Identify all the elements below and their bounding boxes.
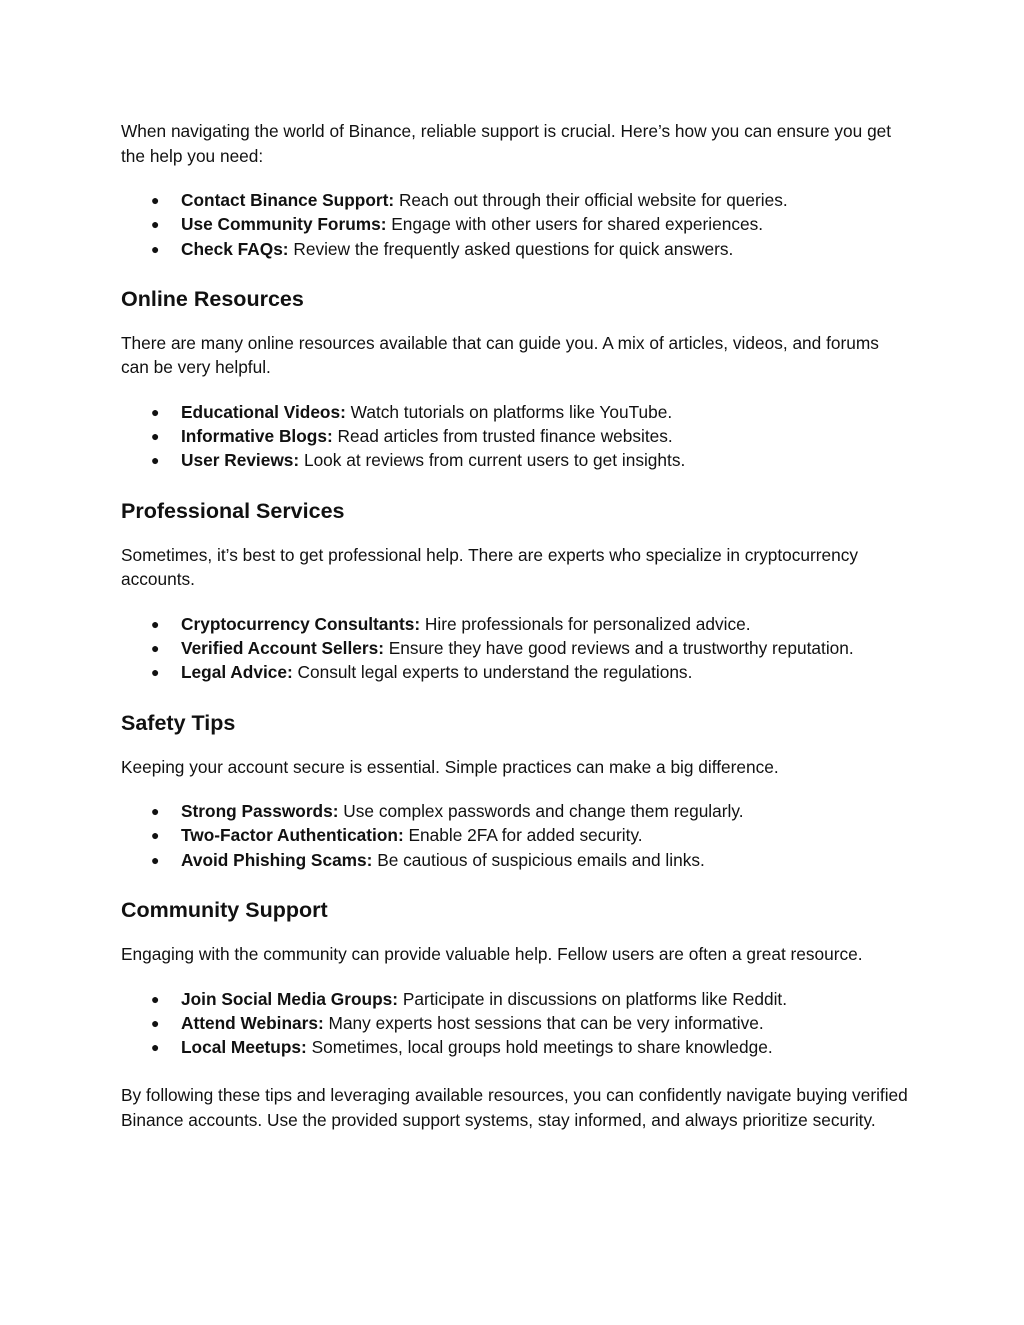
section-list bbox=[121, 799, 911, 872]
list-item bbox=[121, 799, 911, 823]
list-item bbox=[121, 987, 911, 1011]
list-item bbox=[121, 1035, 911, 1059]
list-item bbox=[121, 660, 911, 684]
section-paragraph: There are many online resources available that can guide you. A mix of articles, videos, and forums can be very helpful. bbox=[121, 332, 879, 378]
list-item-desc: Reach out through their official website for queries. bbox=[394, 190, 788, 210]
conclusion-paragraph: By following these tips and leveraging available resources, you can confidently navigate buying verified Binance accounts. Use the provided support systems, stay informed, and always prioritize security. bbox=[121, 1085, 908, 1130]
bullet-icon: ● bbox=[151, 240, 160, 257]
section-list bbox=[121, 987, 911, 1060]
bullet-icon: ● bbox=[151, 640, 160, 657]
list-item-desc: Read articles from trusted finance websites. bbox=[332, 426, 673, 447]
list-item bbox=[121, 823, 911, 847]
section-paragraph: Sometimes, it’s best to get professional help. There are experts who specialize in cryptocurrency accounts. bbox=[121, 544, 859, 590]
bullet-icon: ● bbox=[151, 990, 160, 1007]
bullet-icon: ● bbox=[151, 452, 160, 469]
list-item bbox=[121, 188, 911, 212]
section-list bbox=[121, 400, 911, 473]
list-item-term: User Reviews: bbox=[181, 450, 300, 471]
list-item-term: Join Social Media Groups: bbox=[181, 988, 399, 1009]
list-item-desc: Be cautious of suspicious emails and links. bbox=[372, 849, 705, 870]
section-heading-professional-services: Professional Services bbox=[121, 498, 345, 523]
section-paragraph: Engaging with the community can provide valuable help. Fellow users are often a great resource. bbox=[121, 944, 863, 965]
list-item-term: Local Meetups: bbox=[181, 1037, 307, 1058]
list-item bbox=[121, 636, 911, 660]
list-item-term: Check FAQs: bbox=[181, 238, 289, 259]
section-heading-safety-tips: Safety Tips bbox=[121, 710, 236, 735]
list-item-term: Two-Factor Authentication: bbox=[181, 825, 404, 846]
list-item bbox=[121, 424, 911, 448]
list-item-term: Contact Binance Support: bbox=[181, 190, 395, 210]
list-item-desc: Many experts host sessions that can be very informative. bbox=[323, 1012, 764, 1033]
document-page bbox=[121, 119, 911, 1132]
intro-paragraph: When navigating the world of Binance, reliable support is crucial. Here’s how you can ensure you get the help you need: bbox=[121, 121, 892, 166]
list-item bbox=[121, 612, 911, 636]
bullet-icon: ● bbox=[151, 615, 160, 632]
list-item-term: Avoid Phishing Scams: bbox=[181, 849, 373, 870]
list-item-desc: Watch tutorials on platforms like YouTube. bbox=[345, 401, 673, 422]
list-item-term: Educational Videos: bbox=[181, 401, 346, 422]
list-item-term: Legal Advice: bbox=[181, 662, 293, 683]
list-item bbox=[121, 448, 911, 472]
bullet-icon: ● bbox=[151, 664, 160, 681]
bullet-icon: ● bbox=[151, 403, 160, 420]
list-item-desc: Review the frequently asked questions for quick answers. bbox=[288, 238, 734, 259]
list-item-desc: Participate in discussions on platforms like Reddit. bbox=[398, 988, 788, 1009]
list-item-desc: Sometimes, local groups hold meetings to share knowledge. bbox=[306, 1037, 773, 1058]
list-item-term: Cryptocurrency Consultants: bbox=[181, 613, 421, 634]
list-item-desc: Engage with other users for shared experiences. bbox=[386, 214, 764, 235]
list-item-desc: Look at reviews from current users to get insights. bbox=[299, 450, 686, 471]
list-item-desc: Ensure they have good reviews and a trustworthy reputation. bbox=[383, 638, 854, 659]
list-item-term: Informative Blogs: bbox=[181, 426, 333, 447]
section-paragraph: Keeping your account secure is essential. Simple practices can make a big difference. bbox=[121, 756, 779, 777]
list-item-desc: Use complex passwords and change them regularly. bbox=[338, 801, 744, 822]
section-heading-online-resources: Online Resources bbox=[121, 286, 304, 311]
list-item bbox=[121, 400, 911, 424]
section-heading-community-support: Community Support bbox=[121, 898, 328, 923]
section-list bbox=[121, 612, 911, 685]
list-item-term: Verified Account Sellers: bbox=[181, 638, 384, 659]
bullet-icon: ● bbox=[151, 827, 160, 844]
bullet-icon: ● bbox=[151, 1039, 160, 1056]
list-item-term: Strong Passwords: bbox=[181, 801, 339, 822]
bullet-icon: ● bbox=[151, 428, 160, 445]
list-item-desc: Consult legal experts to understand the regulations. bbox=[292, 662, 693, 683]
list-item bbox=[121, 237, 911, 261]
list-item-term: Attend Webinars: bbox=[181, 1012, 324, 1033]
intro-list bbox=[121, 188, 911, 261]
bullet-icon: ● bbox=[151, 851, 160, 868]
list-item bbox=[121, 848, 911, 872]
bullet-icon: ● bbox=[151, 803, 160, 820]
list-item-term: Use Community Forums: bbox=[181, 214, 387, 235]
bullet-icon: ● bbox=[151, 192, 160, 208]
bullet-icon: ● bbox=[151, 1014, 160, 1031]
list-item-desc: Hire professionals for personalized advice. bbox=[420, 613, 751, 634]
list-item-desc: Enable 2FA for added security. bbox=[403, 825, 643, 846]
list-item bbox=[121, 212, 911, 236]
list-item bbox=[121, 1011, 911, 1035]
bullet-icon: ● bbox=[151, 216, 160, 233]
